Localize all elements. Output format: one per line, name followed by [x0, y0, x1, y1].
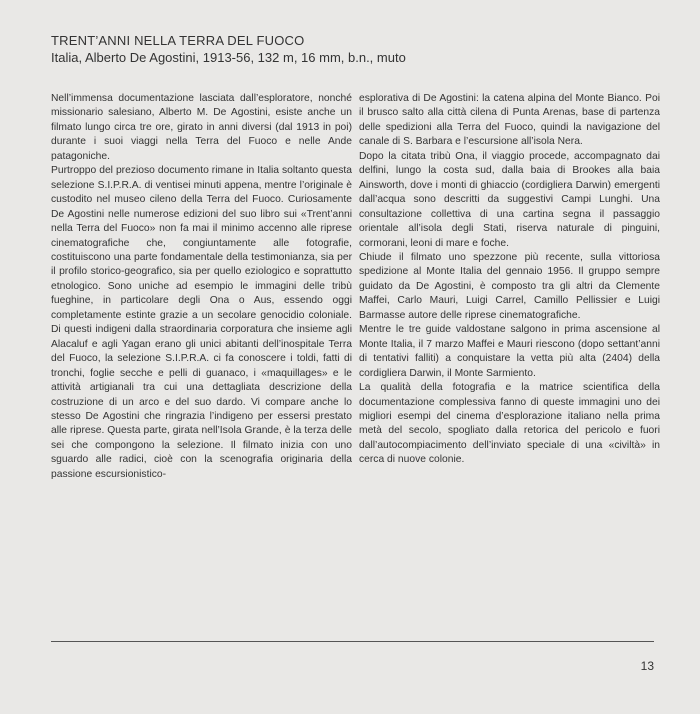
paragraph: Nell’immensa documentazione lasciata dall’esploratore, nonché missionario salesiano, Alberto M. De Agostini, esiste anche un filmato lungo circa tre ore, girato in anni diversi (dal 1913 in poi) durante i suoi viaggi nella Terra del Fuoco e nelle Ande patagoniche.	[51, 93, 352, 162]
text-column-left	[51, 92, 352, 482]
text-column-right	[359, 92, 660, 468]
film-title: TRENT’ANNI NELLA TERRA DEL FUOCO	[51, 33, 305, 48]
film-credits: Italia, Alberto De Agostini, 1913-56, 132 m, 16 mm, b.n., muto	[51, 50, 406, 65]
footer-divider	[51, 641, 654, 642]
paragraph: La qualità della fotografia e la matrice scientifica della documentazione complessiva fanno di queste immagini uno dei migliori esempi del cinema d’esplorazione italiano nella prima metà del secolo, spogliato dalla retorica del pericolo e fuori dall’autocompiacimento dell’inviato speciale di una «civiltà» in cerca di nuove colonie.	[359, 382, 660, 466]
paragraph: Mentre le tre guide valdostane salgono in prima ascensione al Monte Italia, il 7 marzo Maffei e Mauri riescono (dopo settant’anni di tentativi falliti) a conquistare la vetta più alta (2404) della cordigliera Darwin, il Monte Sarmiento.	[359, 324, 660, 379]
paragraph: Purtroppo del prezioso documento rimane in Italia soltanto questa selezione S.I.P.R.A. di ventisei minuti appena, mentre l’originale è custodito nel museo cileno della Terra del Fuoco. Curiosamente De Agostini nelle numerose edizioni del suo libro sui «Trent’anni nella Terra del Fuoco» non fa mai il minimo accenno alle riprese cinematografiche che, congiuntamente alle fotografie, costituiscono una parte fondamentale della testimonianza, sia per il profilo storico-geografico, sia per quello eziologico e soprattutto etnologico. Sono uniche ad esempio le immagini delle tribù fueghine, in particolare degli Ona o Aus, essendo oggi completamente estinte grazie a un secolare genocidio coloniale. Di questi indigeni dalla straordinaria corporatura che insieme agli Alacaluf e agli Yagan erano gli unici abitanti dell’inospitale Terra del Fuoco, la selezione S.I.P.R.A. ci fa conoscere i toldi, fatti di tronchi, foglie secche e pelli di guanaco, i «maquillages» e le attività artigianali tra cui una dettagliata descrizione della costruzione di un arco e del suo dardo. Vi compare anche lo stesso De Agostini che ringrazia l’indigeno per essersi prestato alle riprese. Questa parte, girata nell’Isola Grande, è la terza delle sei che compongono la selezione. Il filmato inizia con uno sguardo alle radici, cioè con la scenografia originaria della passione escursionistico-	[51, 165, 352, 480]
paragraph: Dopo la citata tribù Ona, il viaggio procede, accompagnato dai delfini, lungo la costa sud, dalla baia di Brookes alla baia Ainsworth, dove i monti di ghiaccio (cordigliera Darwin) emergenti dall’acqua sono descritti da suggestivi Campi Lunghi. Una consultazione collettiva di una cartina segna il passaggio orientale all’isola degli Stati, riserva naturale di pinguini, cormorani, leoni di mare e foche.	[359, 150, 660, 249]
page-number: 13	[640, 659, 654, 673]
paragraph: Chiude il filmato uno spezzone più recente, sulla vittoriosa spedizione al Monte Italia del gennaio 1956. Il gruppo sempre guidato da De Agostini, è composto tra gli altri da Clemente Maffei, Carlo Mauri, Luigi Carrel, Camillo Pellissier e Luigi Barmasse autore delle riprese cinematografiche.	[359, 251, 660, 321]
paragraph: esplorativa di De Agostini: la catena alpina del Monte Bianco. Poi il brusco salto alla città cilena di Punta Arenas, base di partenza delle spedizioni alla Terra del Fuoco, quindi la navigazione del canale di S. Barbara e l’escursione all’isola Nera.	[359, 93, 660, 148]
